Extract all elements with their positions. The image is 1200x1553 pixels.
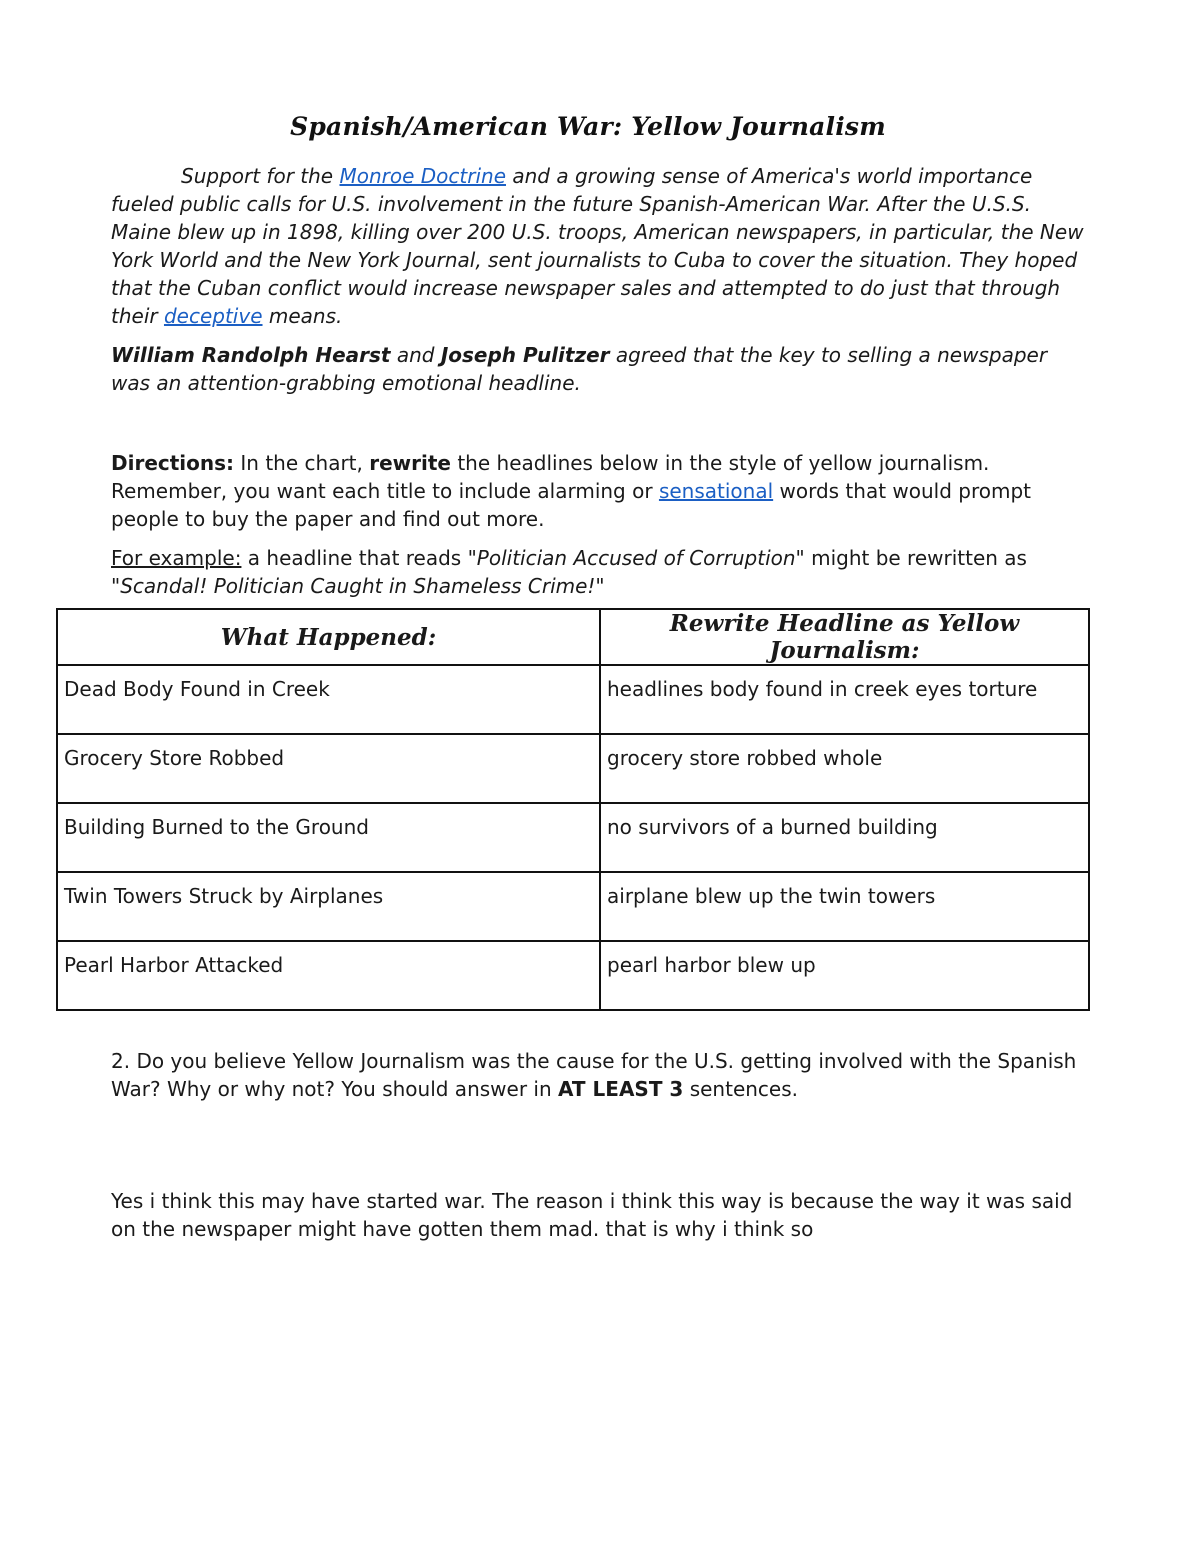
intro-text-2: and a growing sense of America's world importance fueled public calls for U.S. involvement in the future Spanish-American War. After the U.S.S. Maine blew up in 1898, killing over 200 U.S. troops, American newspapers, in particular, the New York World and the New York Journal, sent journalists to Cuba to cover the situation. They hoped that the Cuban conflict would increase newspaper sales and attempted to do just that through their — [111, 164, 1084, 328]
question-2-emphasis: AT LEAST 3 — [558, 1077, 684, 1101]
cell-text: Twin Towers Struck by Airplanes — [64, 884, 384, 908]
pulitzer-name: Joseph Pulitzer — [440, 343, 610, 367]
cell-text: Grocery Store Robbed — [64, 746, 285, 770]
example-label: For example: — [111, 546, 242, 570]
para2-rest: agreed that the key to selling a newspaper was an attention-grabbing emotional headline. — [111, 343, 1048, 395]
cell-text: Pearl Harbor Attacked — [64, 953, 284, 977]
question-2-text-1: 2. Do you believe Yellow Journalism was the cause for the U.S. getting involved with the Spanish War? Why or why not? You should answer in — [111, 1049, 1077, 1101]
directions-label: Directions: — [111, 451, 235, 475]
rewrite-cell[interactable] — [600, 872, 1089, 941]
directions-text-2: the headlines below in the style of yellow journalism. Remember, you want each title to include alarming or — [111, 451, 990, 503]
table-row — [57, 872, 1089, 941]
cell-text: Building Burned to the Ground — [64, 815, 369, 839]
rewrite-cell[interactable] — [600, 665, 1089, 734]
table-row — [57, 803, 1089, 872]
what-happened-cell — [57, 803, 600, 872]
hearst-name: William Randolph Hearst — [111, 343, 391, 367]
cell-text: grocery store robbed whole — [607, 746, 883, 770]
headline-chart — [56, 608, 1090, 1011]
intro-text-1: Support for the — [181, 164, 340, 188]
question-2 — [111, 1047, 1086, 1103]
table-row — [57, 941, 1089, 1010]
cell-text: pearl harbor blew up — [607, 953, 816, 977]
student-answer[interactable]: Yes i think this may have started war. The reason i think this way is because the way it was said on the newspaper might have gotten them mad. that is why i think so — [111, 1189, 1073, 1241]
what-happened-cell — [57, 941, 600, 1010]
para2-and: and — [390, 343, 441, 367]
table-row — [57, 665, 1089, 734]
rewrite-cell[interactable] — [600, 734, 1089, 803]
directions-paragraph — [111, 449, 1086, 533]
table-row — [57, 734, 1089, 803]
example-quote-2: "Scandal! Politician Caught in Shameless Crime!" — [111, 574, 605, 598]
chart-header-row — [57, 609, 1089, 665]
directions-text-1: In the chart, — [234, 451, 370, 475]
header-what-happened: What Happened: — [57, 609, 600, 665]
cell-text: headlines body found in creek eyes torture — [607, 677, 1038, 701]
cell-text: no survivors of a burned building — [607, 815, 938, 839]
example-quote-1: "Politician Accused of Corruption" — [467, 546, 805, 570]
hearst-pulitzer-paragraph — [111, 341, 1086, 397]
what-happened-cell — [57, 734, 600, 803]
example-text-1: a headline that reads — [241, 546, 468, 570]
what-happened-cell — [57, 665, 600, 734]
monroe-doctrine-link[interactable]: Monroe Doctrine — [339, 164, 506, 188]
sensational-link[interactable]: sensational — [658, 479, 774, 503]
what-happened-cell — [57, 872, 600, 941]
cell-text: airplane blew up the twin towers — [607, 884, 936, 908]
directions-rewrite: rewrite — [369, 451, 451, 475]
intro-text-3: means. — [262, 304, 343, 328]
example-paragraph — [111, 544, 1086, 600]
rewrite-cell[interactable] — [600, 803, 1089, 872]
directions-text-3: words that would prompt people to buy the paper and find out more. — [111, 479, 1032, 531]
intro-paragraph — [111, 162, 1086, 330]
deceptive-link[interactable]: deceptive — [163, 304, 263, 328]
header-rewrite-headline: Rewrite Headline as Yellow Journalism: — [600, 609, 1089, 665]
example-text-2: might be rewritten as — [804, 546, 1027, 570]
cell-text: Dead Body Found in Creek — [64, 677, 330, 701]
question-2-text-2: sentences. — [683, 1077, 799, 1101]
rewrite-cell[interactable] — [600, 941, 1089, 1010]
page-title: Spanish/American War: Yellow Journalism — [290, 112, 886, 141]
